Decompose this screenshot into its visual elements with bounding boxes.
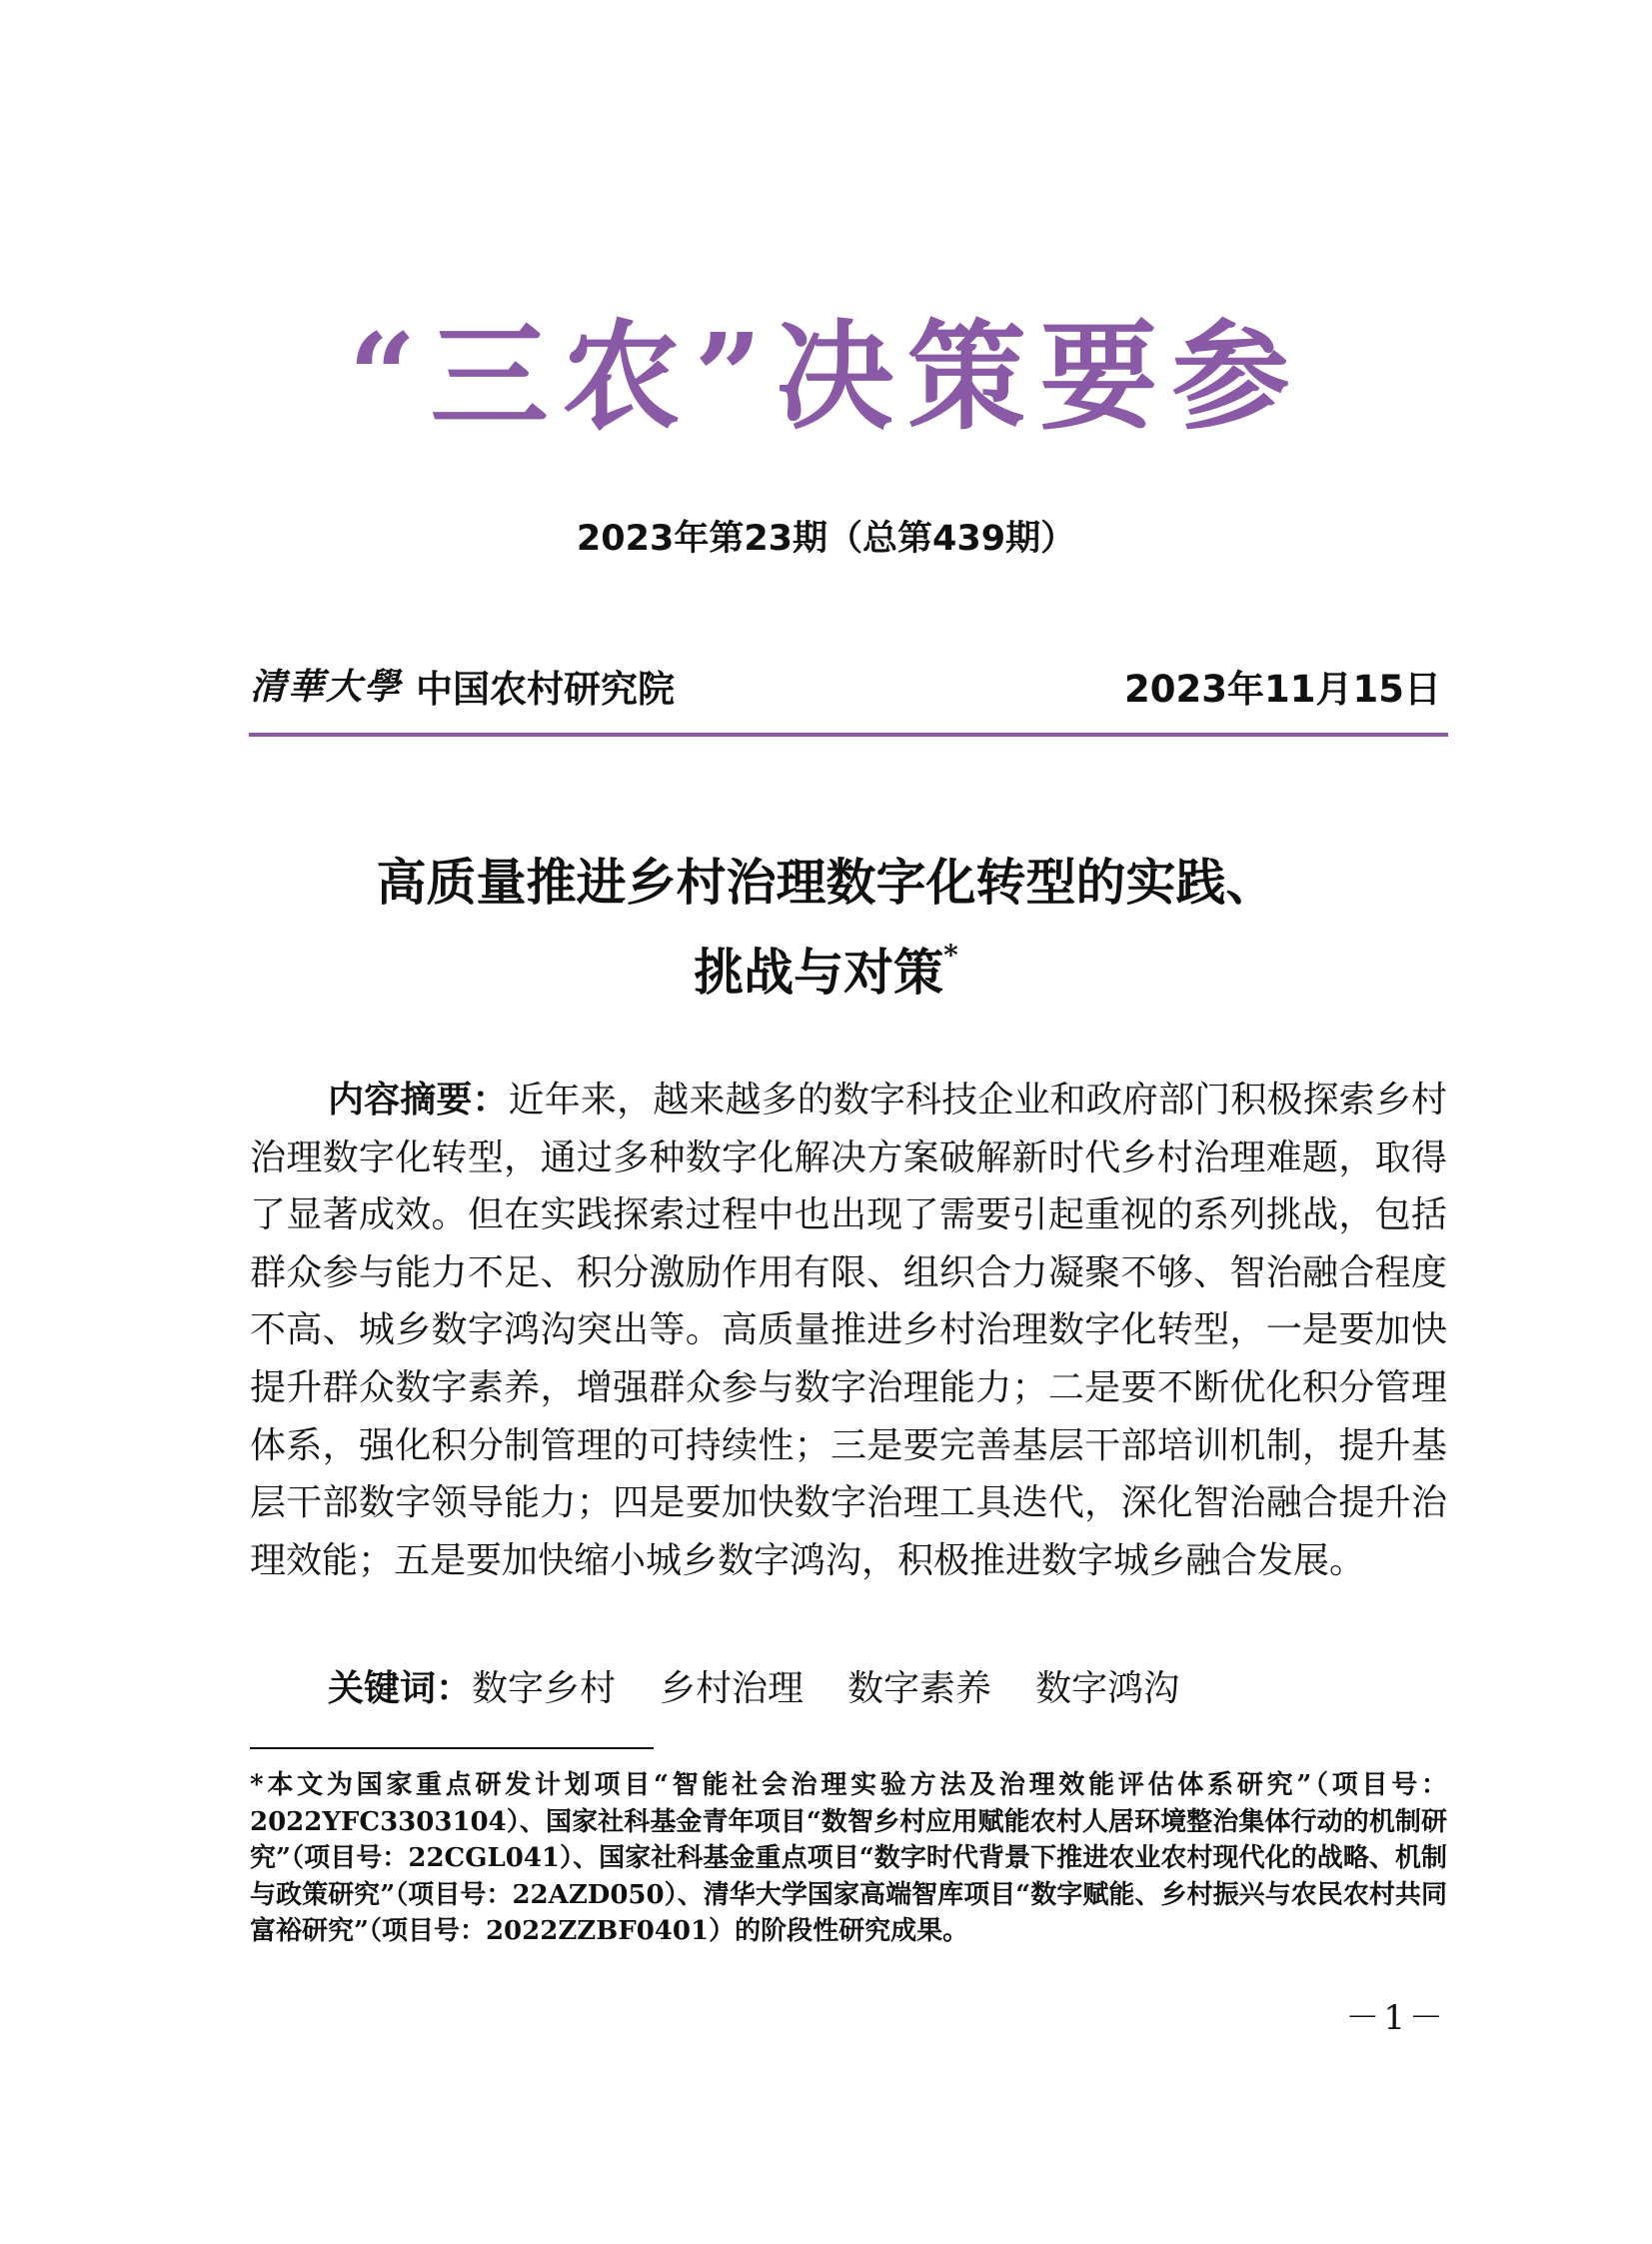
footnote-text: *本文为国家重点研发计划项目“智能社会治理实验方法及治理效能评估体系研究”（项目号：2022YFC3303104）、国家社科基金青年项目“数智乡村应用赋能农村人居环境整治集体行动的机制研究”（项目号：22CGL041）、国家社科基金重点项目“数字时代背景下推进农业农村现代化的战略、机制与政策研究”（项目号：22AZD050）、清华大学国家高端智库项目“数字赋能、乡村振兴与农民农村共同富裕研究”（项目号：2022ZZBF0401）的阶段性研究成果。 — [250, 1770, 1447, 1946]
footnote-marker: * — [943, 939, 958, 972]
university-logo: 清華大學 — [250, 666, 403, 708]
article-title-line2-text: 挑战与对策 — [694, 943, 944, 1002]
institute-name: 中国农村研究院 — [416, 667, 675, 711]
keyword-item: 乡村治理 — [660, 1668, 805, 1709]
keyword-item: 数字乡村 — [472, 1668, 617, 1709]
keywords-label: 关键词： — [328, 1667, 473, 1709]
abstract-text: 近年来，越来越多的数字科技企业和政府部门积极探索乡村治理数字化转型，通过多种数字化解决方案破解新时代乡村治理难题，取得了显著成效。但在实践探索过程中也出现了需要引起重视的系列挑战，包括群众参与能力不足、积分激励作用有限、组织合力凝聚不够、智治融合程度不高、城乡数字鸿沟突出等。高质量推进乡村治理数字化转型，一是要加快提升群众数字素养，增强群众参与数字治理能力；二是要不断优化积分管理体系，强化积分制管理的可持续性；三是要完善基层干部培训机制，提升基层干部数字领导能力；四是要加快数字治理工具迭代，深化智治融合提升治理效能；五是要加快缩小城乡数字鸿沟，积极推进数字城乡融合发展。 — [250, 1080, 1447, 1581]
article-title-line1: 高质量推进乡村治理数字化转型的实践、 — [376, 853, 1276, 912]
page-number: －1－ — [1345, 1998, 1447, 2038]
keyword-item: 数字素养 — [847, 1668, 992, 1709]
header-divider — [249, 733, 1448, 737]
article-title-line2 — [250, 939, 1402, 1002]
abstract-label: 内容摘要： — [328, 1079, 509, 1121]
keywords-line — [328, 1667, 1223, 1710]
publisher-header — [250, 659, 1447, 709]
abstract-paragraph — [250, 1072, 1447, 1589]
publish-date: 2023年11月15日 — [1124, 668, 1441, 711]
issue-number: 2023年第23期（总第439期） — [576, 519, 1076, 559]
masthead-title: “三农”决策要参 — [348, 307, 1304, 446]
footnote-divider — [250, 1747, 654, 1749]
keyword-item: 数字鸿沟 — [1035, 1668, 1180, 1709]
